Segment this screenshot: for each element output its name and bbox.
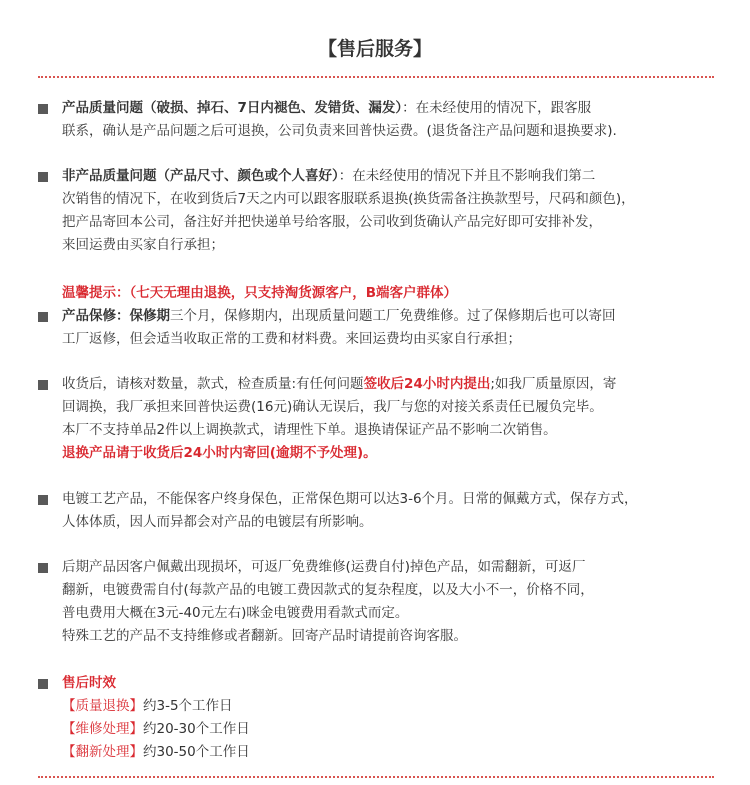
- non-quality-issue-text-2: 次销售的情况下，在收到货后7天之内可以跟客服联系退换(换货需备注换款型号，尺码和颜色)，: [62, 191, 635, 207]
- receipt-check-text: 收货后，请核对数量，款式，检查质量:有任何问题: [62, 376, 364, 392]
- repair-text: 后期产品因客户佩戴出现损坏，可返厂免费维修(运费自付)掉色产品，如需翻新，可返厂: [62, 559, 586, 575]
- timeframe-item-value: 约20-30个工作日: [143, 721, 250, 737]
- non-quality-issue-text: ：在未经使用的情况下并且不影响我们第二: [338, 168, 596, 184]
- timeframe-item: [62, 718, 250, 741]
- timeframe-item: [62, 695, 233, 718]
- bullet-square-icon: [38, 172, 48, 182]
- bullet-square-icon: [38, 679, 48, 689]
- bullet-square-icon: [38, 563, 48, 573]
- timeframe-heading: 售后时效: [62, 675, 116, 691]
- timeframe-item-value: 约30-50个工作日: [143, 744, 250, 760]
- repair-text-3: 普电费用大概在3元-40元左右)咪金电镀费用看款式而定。: [62, 605, 409, 621]
- timeframe-item: [62, 741, 250, 764]
- non-quality-issue-text-3: 把产品寄回本公司，备注好并把快递单号给客服，公司收到货确认产品完好即可安排补发，: [62, 214, 602, 230]
- top-divider: [38, 76, 714, 78]
- bullet-square-icon: [38, 312, 48, 322]
- warranty-heading: 产品保修：: [62, 308, 130, 324]
- timeframe-item-label: 【翻新处理】: [62, 744, 143, 760]
- bullet-square-icon: [38, 104, 48, 114]
- warranty-text-2: 工厂返修，但会适当收取正常的工费和材料费。来回运费均由买家自行承担；: [62, 331, 521, 347]
- quality-issue-heading: 产品质量问题（破损、掉石、7日内褪色、发错货、漏发）: [62, 100, 403, 116]
- timeframe-item-label: 【质量退换】: [62, 698, 143, 714]
- return-deadline-notice: 退换产品请于收货后24小时内寄回(逾期不予处理)。: [62, 445, 377, 461]
- timeframe-item-label: 【维修处理】: [62, 721, 143, 737]
- warranty-period-label: 保修期: [129, 308, 170, 324]
- receipt-check-text-3: 本厂不支持单品2件以上调换款式，请理性下单。退换请保证产品不影响二次销售。: [62, 422, 557, 438]
- quality-issue-text: ：在未经使用的情况下，跟客服: [402, 100, 592, 116]
- bullet-square-icon: [38, 495, 48, 505]
- receipt-check-text-2: 回调换，我厂承担来回普快运费(16元)确认无误后，我厂与您的对接关系责任已履负完毕。: [62, 399, 603, 415]
- repair-text-4: 特殊工艺的产品不支持维修或者翻新。回寄产品时请提前咨询客服。: [62, 628, 467, 644]
- warranty-text: 三个月，保修期内，出现质量问题工厂免费维修。过了保修期后也可以寄回: [170, 308, 616, 324]
- non-quality-issue-text-4: 来回运费由买家自行承担；: [62, 237, 224, 253]
- receipt-check-text-b: ;如我厂质量原因，寄: [490, 376, 617, 392]
- plating-text: 电镀工艺产品，不能保客户终身保色，正常保色期可以达3-6个月。日常的佩戴方式，保存方式，: [62, 491, 638, 507]
- plating-text-2: 人体体质，因人而异都会对产品的电镀层有所影响。: [62, 514, 373, 530]
- page-title: 【售后服务】: [317, 38, 432, 60]
- non-quality-issue-heading: 非产品质量问题（产品尺寸、颜色或个人喜好）: [62, 168, 339, 184]
- repair-text-2: 翻新，电镀费需自付(每款产品的电镀工费因款式的复杂程度，以及大小不一，价格不同，: [62, 582, 594, 598]
- warm-tip-text: 温馨提示：（七天无理由退换，只支持淘货源客户，B端客户群体）: [62, 285, 458, 301]
- quality-issue-text-2: 联系，确认是产品问题之后可退换，公司负责来回普快运费。(退货备注产品问题和退换要求).: [62, 123, 617, 139]
- bullet-square-icon: [38, 380, 48, 390]
- receipt-deadline-highlight: 签收后24小时内提出: [363, 376, 491, 392]
- bottom-divider: [38, 776, 714, 778]
- timeframe-item-value: 约3-5个工作日: [143, 698, 233, 714]
